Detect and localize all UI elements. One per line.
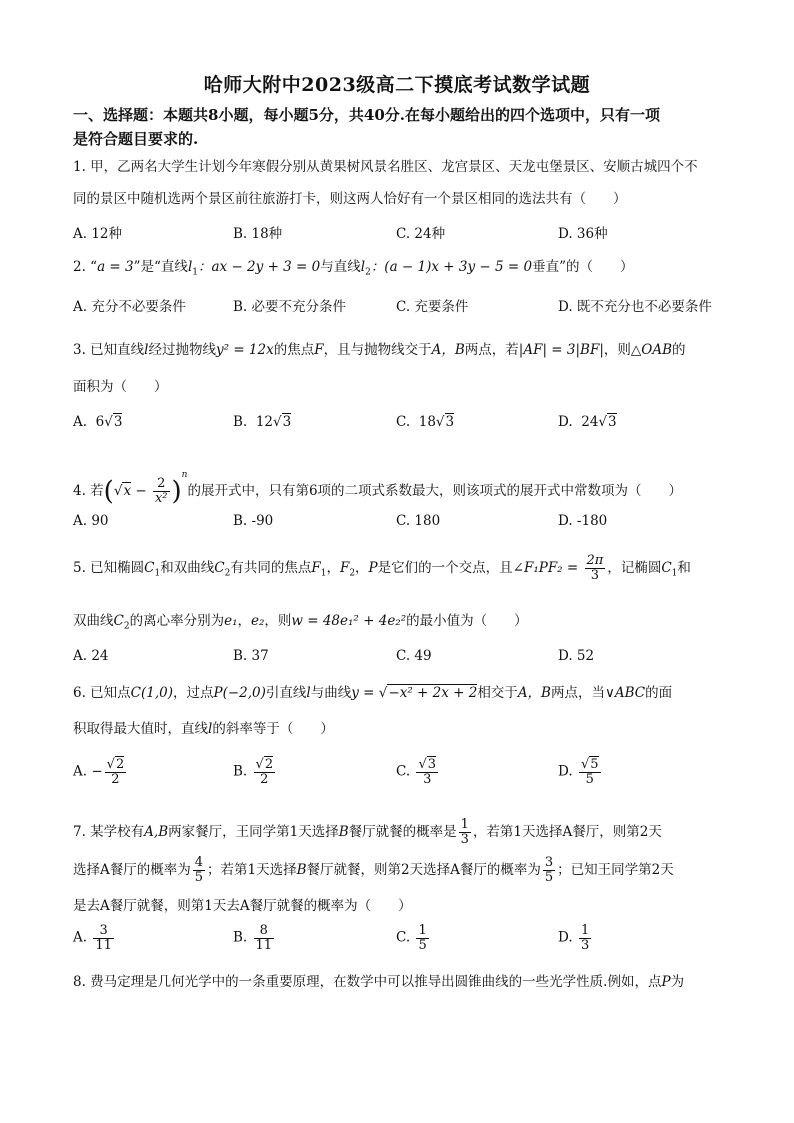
q4-option-d: D. -180 [558, 513, 608, 529]
q6-line2: 积取得最大值时，直线l的斜率等于（ ） [73, 721, 334, 737]
q6-option-a: A. − $\frac{√2}{2}$ [73, 757, 125, 787]
q1-line2: 同的景区中随机选两个景区前往旅游打卡，则这两人恰好有一个景区相同的选法共有（ ） [73, 191, 627, 207]
q5-option-d: D. 52 [558, 648, 595, 664]
q1-option-d: D. 36种 [558, 226, 608, 242]
q3-line1: 3. 已知直线l经过抛物线y² = 12x的焦点F，且与抛物线交于A，B两点，若|AF| = 3|BF|，则△OAB的 [73, 342, 686, 358]
q5-option-b: B. 37 [233, 648, 269, 664]
q7-option-a: A. $\frac{3}{11}$ [73, 923, 112, 953]
section-heading-line1: 一、选择题：本题共8小题，每小题5分，共40分.在每小题给出的四个选项中，只有一项 [73, 106, 660, 124]
q4-option-a: A. 90 [73, 513, 109, 529]
q3-option-a: A. 6√3 [73, 414, 123, 430]
q4-option-c: C. 180 [396, 513, 441, 529]
q4-fraction: $\frac{2}{\text{x²}}$ [154, 476, 168, 506]
q6-point-c: C(1,0) [130, 685, 174, 701]
q1-line1: 1. 甲，乙两名大学生计划今年寒假分别从黄果树风景名胜区、龙宫景区、天龙屯堡景区、安顺古城四个不 [73, 159, 698, 175]
q3-parabola: y² = 12x [216, 342, 274, 358]
q2-stem: 2. “a = 3”是“直线$l_1$：ax − 2y + 3 = 0与直线$l_2$：(a − 1)x + 3y − 5 = 0垂直”的（ ） [73, 259, 634, 278]
q2-option-d: D. 既不充分也不必要条件 [558, 299, 712, 315]
page-title: 哈师大附中2023级高二下摸底考试数学试题 [203, 74, 591, 96]
q1-option-a: A. 12种 [73, 226, 123, 242]
q5-angle: ∠F₁PF₂ = [512, 560, 583, 576]
q7-line3: 是去A餐厅就餐，则第1天去A餐厅就餐的概率为（ ） [73, 898, 412, 914]
q1-option-b: B. 18种 [233, 226, 283, 242]
q5-line2: 双曲线$C_2$的离心率分别为e₁，e₂，则w = 48e₁² + 4e₂²的最小值为（ ） [73, 613, 528, 632]
q7-fraction-1: $\frac{1}{3}$ [460, 817, 469, 847]
q5-w-expression: w = 48e₁² + 4e₂² [291, 613, 407, 629]
q5-line1: 5. 已知椭圆$C_1$和双曲线$C_2$有共同的焦点$F_1$，$F_2$，P是它们的一个交点，且∠F₁PF₂ = $\frac{2\pi}{3}$ ，记椭圆$C_1$和 [73, 553, 691, 583]
q2-option-b: B. 必要不充分条件 [233, 299, 347, 315]
q6-option-b: B. $\frac{√2}{2}$ [233, 757, 274, 787]
q7-option-b: B. $\frac{8}{11}$ [233, 923, 273, 953]
q6-line1: 6. 已知点C(1,0)，过点P(−2,0)引直线l与曲线y = √−x² + 2x + 2相交于A，B两点，当∨ABC的面 [73, 685, 673, 701]
q1-option-c: C. 24种 [396, 226, 446, 242]
q7-option-c: C. $\frac{1}{5}$ [396, 923, 427, 953]
q3-option-c: C. 18√3 [396, 414, 455, 430]
q8-line1: 8. 费马定理是几何光学中的一条重要原理，在数学中可以推导出圆锥曲线的一些光学性质.例如，点P为 [73, 974, 685, 990]
q4-stem: 4. 若(√x − $\frac{2}{\text{x²}}$ )$^n$的展开式中，只有第6项的二项式系数最大，则该项式的展开式中常数项为（ ） [73, 470, 683, 507]
q2-line1-equation: ：ax − 2y + 3 = 0 [198, 259, 321, 275]
q6-option-c: C. $\frac{√3}{3}$ [396, 757, 437, 787]
q6-point-p: P(−2,0) [213, 685, 266, 701]
q5-option-a: A. 24 [73, 648, 109, 664]
q2-condition: a = 3 [97, 259, 134, 275]
q3-option-b: B. 12√3 [233, 414, 292, 430]
q7-line1: 7. 某学校有A,B两家餐厅，王同学第1天选择B餐厅就餐的概率是 $\frac{1}{3}$ ，若第1天选择A餐厅，则第2天 [73, 817, 662, 847]
q5-angle-fraction: $\frac{2\pi}{3}$ [586, 553, 604, 583]
q4-option-b: B. -90 [233, 513, 274, 529]
q7-fraction-2: $\frac{4}{5}$ [194, 855, 204, 885]
q7-option-d: D. $\frac{1}{3}$ [558, 923, 590, 953]
q7-line2: 选择A餐厅的概率为 $\frac{4}{5}$ ；若第1天选择B餐厅就餐，则第2天选择A餐厅的概率为 $\frac{3}{5}$ ；已知王同学第2天 [73, 855, 674, 885]
q2-option-a: A. 充分不必要条件 [73, 299, 186, 315]
q3-option-d: D. 24√3 [558, 414, 617, 430]
q6-option-d: D. $\frac{√5}{5}$ [558, 757, 599, 787]
q3-line2: 面积为（ ） [73, 379, 168, 395]
q5-option-c: C. 49 [396, 648, 432, 664]
section-heading-line2: 是符合题目要求的. [73, 130, 199, 148]
q2-option-c: C. 充要条件 [396, 299, 469, 315]
q2-line2-equation: ：(a − 1)x + 3y − 5 = 0 [370, 259, 533, 275]
q7-fraction-3: $\frac{3}{5}$ [544, 855, 554, 885]
q6-curve-radicand: −x² + 2x + 2 [388, 685, 478, 701]
q3-condition: |AF| = 3|BF| [518, 342, 604, 358]
